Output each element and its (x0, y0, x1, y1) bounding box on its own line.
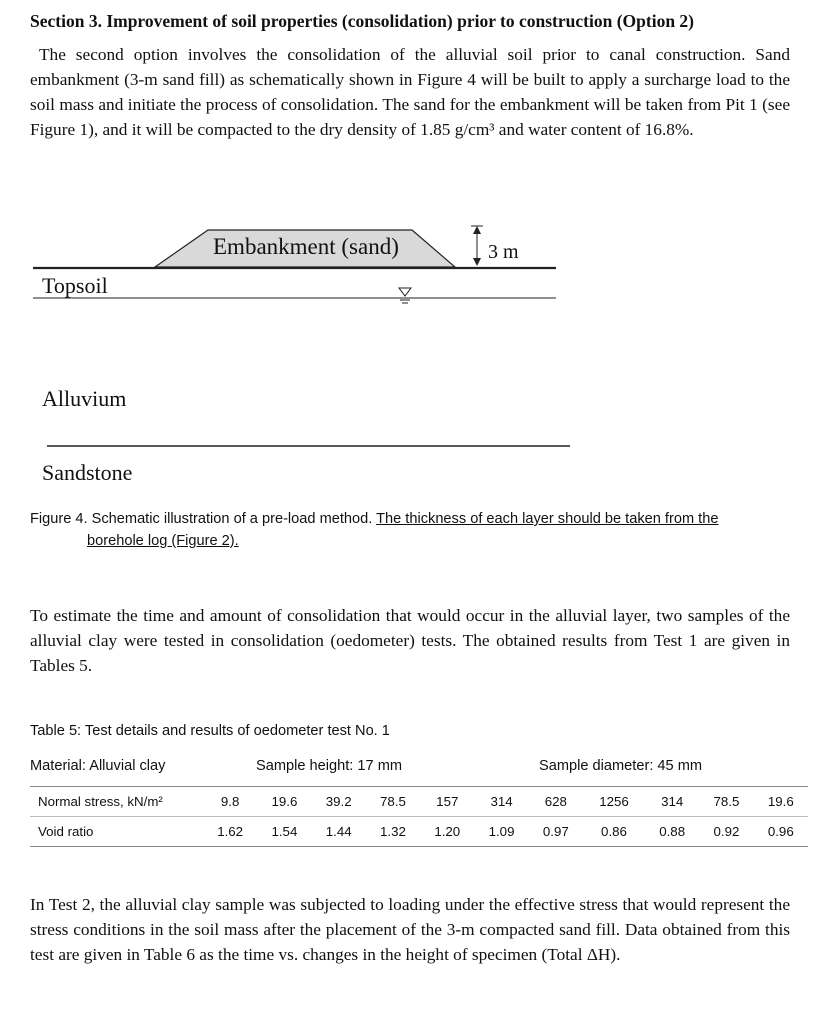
embankment-label: Embankment (sand) (213, 234, 399, 259)
topsoil-label: Topsoil (42, 273, 108, 298)
figure-caption (30, 508, 800, 552)
table-cell: 1.20 (420, 817, 474, 847)
table-cell: 78.5 (366, 787, 420, 817)
table-cell: 39.2 (312, 787, 366, 817)
table-cell: 19.6 (257, 787, 311, 817)
table-cell: 1.62 (203, 817, 257, 847)
sandstone-label: Sandstone (42, 460, 133, 485)
height-label: 3 m (488, 241, 519, 263)
table-cell: 1.32 (366, 817, 420, 847)
caption-prefix: Figure 4. Schematic illustration of a pre-load method. (30, 511, 377, 527)
table-cell: 157 (420, 787, 474, 817)
table-cell: 1.09 (474, 817, 528, 847)
table-cell: 314 (645, 787, 699, 817)
table-cell: 628 (529, 787, 583, 817)
row-label-void-ratio: Void ratio (30, 817, 203, 847)
caption-note-continued: borehole log (Figure 2). (87, 533, 239, 549)
table-cell: 1.44 (312, 817, 366, 847)
material-label: Material: Alluvial clay (30, 758, 166, 774)
preload-diagram (0, 190, 840, 510)
table-cell: 314 (474, 787, 528, 817)
table-cell: 78.5 (699, 787, 753, 817)
table-title: Table 5: Test details and results of oedometer test No. 1 (30, 723, 390, 739)
table-cell: 0.92 (699, 817, 753, 847)
table-cell: 0.97 (529, 817, 583, 847)
sample-height-label: Sample height: 17 mm (256, 758, 403, 774)
table-cell: 0.88 (645, 817, 699, 847)
water-table-icon (399, 288, 411, 303)
intro-paragraph: The second option involves the consolidation of the alluvial soil prior to canal construction. Sand embankment (3-m sand fill) as schematically shown in Figure 4 will be built to apply a surcharge load to the soil mass and initiate the process of consolidation. The sand for the embankment will be taken from Pit 1 (see Figure 1), and it will be compacted to the dry density of 1.85 g/cm³ and water content of 16.8%. (30, 45, 790, 139)
table-cell: 19.6 (754, 787, 808, 817)
table-row (30, 787, 808, 817)
dimension-arrow-icon (471, 226, 483, 266)
caption-note: The thickness of each layer should be taken from the (376, 511, 719, 527)
table-cell: 1256 (583, 787, 645, 817)
oedometer-results-table (30, 786, 808, 847)
test2-paragraph: In Test 2, the alluvial clay sample was subjected to loading under the effective stress that would represent the stress conditions in the soil mass after the placement of the 3-m compacted sand fill. Data obtained from this test are given in Table 6 as the time vs. changes in the height of specimen (Total ΔH). (30, 895, 790, 964)
table-cell: 0.96 (754, 817, 808, 847)
table-cell: 9.8 (203, 787, 257, 817)
table-cell: 1.54 (257, 817, 311, 847)
alluvium-label: Alluvium (42, 386, 127, 411)
sample-diameter-label: Sample diameter: 45 mm (539, 758, 703, 774)
figure-4-schematic (0, 190, 840, 510)
table-cell: 0.86 (583, 817, 645, 847)
tests-paragraph: To estimate the time and amount of consolidation that would occur in the alluvial layer, two samples of the alluvial clay were tested in consolidation (oedometer) tests. The obtained results from Test 1 are given in Tables 5. (30, 606, 790, 675)
section-heading: Section 3. Improvement of soil properties (consolidation) prior to construction (Option 2) (30, 11, 695, 31)
row-label-normal-stress: Normal stress, kN/m² (30, 787, 203, 817)
table-row (30, 817, 808, 847)
